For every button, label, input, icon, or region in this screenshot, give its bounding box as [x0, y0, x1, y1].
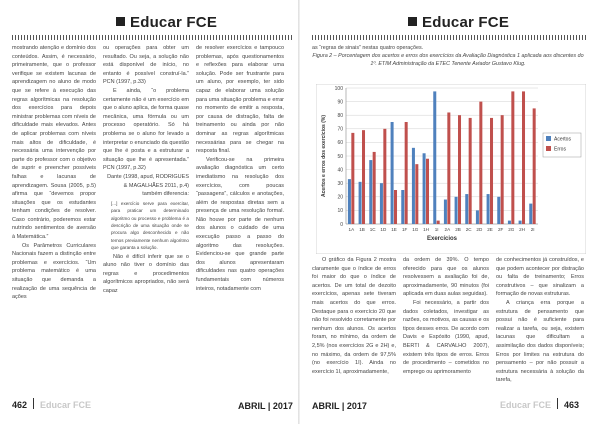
y-tick-label: 40 [337, 167, 343, 174]
y-tick-label: 100 [334, 85, 343, 92]
footer-magazine: Educar FCE [500, 400, 552, 410]
bar-erros [373, 152, 376, 224]
x-tick-label: 1B [359, 227, 365, 232]
paragraph: mostrando atenção e domínio dos conteúdos. Assim, é necessário, primeiramente, que o professor verifique se existem lacunas de aprendizagem no aluno de modo que se refere à execução das regras algorítmicas na resolução dos exercícios para depois ministrar problemas com níveis de dificuldade mais elevados. Antes de aplicar problemas com níveis mais altos de dificuldade, é necessária uma intervenção por parte do professor com o objetivo de suprir e preencher possíveis falhas e lacunas de aprendizagem. Sousa (2005, p.5) afirma que “devemos propor situações que os estudantes tenham condições de resolver. Caso contrário, poderemos estar nutrindo sentimentos de aversão à Matemática.” [12, 45, 96, 241]
bar-acertos [412, 148, 415, 224]
bar-acertos [497, 197, 500, 224]
figure-caption-block [312, 44, 584, 69]
paragraph: A criança erra porque a estrutura de pensamento que possui não é suficiente para realizar a tarefa, ou seja, existem lacunas que dificultam a assimilação dos dados disponíveis; Erros por limites na estrutura do pensamento – por não possuir a estrutura necessária à solução da tarefa, [496, 299, 584, 384]
paragraph: Foi necessário, a partir dos dados coletados, investigar as razões, os motivos, as causas e os tipos desses erros. De acordo com Davis e Espósito (1990, apud, BERTI & CARVALHO 2007), existem três tipos de erros. Erros de procedimento – cometidos no emprego ou aprimoramento [403, 299, 489, 375]
bar-erros [426, 159, 429, 224]
bar-erros [533, 108, 536, 224]
bar-erros [501, 115, 504, 224]
y-tick-label: 90 [337, 99, 343, 106]
y-tick-label: 70 [337, 126, 343, 133]
block-quote: [...] exercício serve para exercitar, para praticar um determinado algoritmo ou processo e problema é a descrição de uma situação onde se procura algo desconhecido e não temos previamente nenhum algoritmo que garanta a solução. [111, 200, 189, 251]
bar-acertos [529, 204, 532, 224]
bar-erros [415, 164, 418, 224]
bar-acertos [465, 194, 468, 224]
right-footer [500, 398, 579, 416]
header-rule [312, 35, 588, 40]
bar-acertos [391, 122, 394, 224]
bar-chart [316, 84, 586, 254]
bar-acertos [519, 221, 522, 224]
y-axis-label: Acertos e erros dos exercícios (%) [321, 115, 327, 197]
x-tick-label: 2E [487, 227, 493, 232]
bar-erros [511, 91, 514, 224]
header-square-icon [116, 17, 125, 26]
x-tick-label: 1G [412, 227, 419, 232]
paragraph: de conhecimentos já construídos, e que podem acontecer por distração ou falta de treinamento; Erros construtivos – que sinalizam a formação de novas estruturas. [496, 257, 584, 298]
bar-erros [479, 102, 482, 224]
intro-line: as “regras de sinais” nestas quatro operações. [312, 45, 424, 51]
bar-acertos [423, 153, 426, 224]
x-tick-label: 1D [380, 227, 387, 232]
left-col-1 [12, 44, 96, 394]
bar-acertos [444, 200, 447, 224]
y-tick-label: 60 [337, 140, 343, 147]
footer-month: ABRIL | 2017 [312, 401, 367, 411]
x-tick-label: 2D [476, 227, 483, 232]
y-tick-label: 0 [340, 221, 343, 228]
bar-acertos [508, 221, 511, 224]
bar-acertos [369, 160, 372, 224]
bar-acertos [455, 197, 458, 224]
left-footer [12, 398, 91, 416]
x-axis-label: Exercícios [426, 236, 458, 242]
left-col-2 [103, 44, 189, 394]
legend-label: Acertos [554, 136, 571, 143]
x-tick-label: 2H [519, 227, 525, 232]
bar-acertos [476, 210, 479, 224]
header-rule [12, 35, 292, 40]
footer-month: ABRIL | 2017 [238, 401, 293, 411]
bar-erros [383, 129, 386, 224]
y-tick-label: 30 [337, 181, 343, 187]
paragraph: E ainda, “o problema certamente não é um exercício em que o aluno aplica, de forma quase mecânica, uma fórmula ou um processo operatório. Só há problema se o aluno for levado a interpretar o enunciado da questão que lhe é posta e a estruturar a situação que lhe é apresentada.” PCN (1997, p.32) [103, 87, 189, 172]
bar-acertos [433, 91, 436, 224]
x-tick-label: 2B [455, 227, 461, 232]
y-tick-label: 20 [337, 194, 343, 201]
bar-erros [490, 118, 493, 224]
bar-erros [522, 91, 525, 224]
y-tick-label: 10 [337, 208, 343, 215]
page-number: 463 [564, 400, 580, 410]
header-square-icon [408, 17, 417, 26]
footer-magazine: Educar FCE [40, 400, 92, 410]
bar-erros [458, 115, 461, 224]
bar-acertos [380, 183, 383, 224]
x-tick-label: 2I [530, 227, 535, 232]
bar-acertos [401, 190, 404, 224]
bar-erros [362, 130, 365, 224]
x-tick-label: 1H [423, 227, 429, 232]
bar-erros [394, 190, 397, 224]
paragraph: O gráfico da Figura 2 mostra claramente que o índice de erros foi maior do que o índice de acertos. De um total de dezoito exercícios, apenas sete tiveram mais acertos do que erros. Destaque para o exercício 20 que não foi resolvido corretamente por nenhum dos alunos. Os acertos foram, no mínimo, da ordem de 2,5% (nos exercícios 2G e 2H) e, no máximo, da ordem de 97,5% (no exercício 1I). Ainda no exercício 1I, aproximadamente, [312, 257, 396, 375]
bar-erros [469, 118, 472, 224]
header-title: Educar FCE [422, 14, 510, 31]
paragraph: de resolver exercícios e tampouco problemas, após questionamentos e reflexões para elaborar uma solução. Pode ser frustrante para um aluno, por exemplo, ter sido capaz de elaborar uma solução para uma situação problema e errar no momento de emitir a resposta, por causa de distração, falta de treinamento ou ainda por não dominar as regras algorítmicas necessárias para se chegar na resposta final. [196, 45, 284, 155]
page-header [408, 14, 509, 31]
bar-erros [405, 122, 408, 224]
y-tick-label: 50 [337, 153, 343, 160]
right-col-3 [496, 256, 584, 390]
paragraph: Dante (1998, apud, RODRIGUES & MAGALHÃES 2011, p.4) também diferencia: [107, 173, 189, 198]
right-col-1 [312, 256, 396, 390]
header-title: Educar FCE [130, 14, 218, 31]
right-page [300, 0, 600, 424]
x-tick-label: 1I [434, 227, 439, 232]
legend-swatch [546, 146, 551, 151]
x-tick-label: 1E [391, 227, 397, 232]
right-col-2 [403, 256, 489, 390]
bar-erros [351, 133, 354, 224]
left-col-3 [196, 44, 284, 394]
x-tick-label: 1C [369, 227, 376, 232]
bar-erros [437, 221, 440, 224]
chart-frame [316, 84, 586, 254]
x-tick-label: 1A [348, 227, 355, 232]
figure-caption: Figura 2 – Porcentagem dos acertos e erros dos exercícios da Avaliação Diagnóstica 1 aplicada aos discentes do 1º. ETIM Administração da ETEC Tenente Aviador Gustavo Klug. [312, 53, 584, 68]
x-tick-label: 2C [465, 227, 472, 232]
legend-swatch [546, 136, 551, 141]
x-tick-label: 2A [444, 227, 451, 232]
y-tick-label: 80 [337, 113, 343, 119]
paragraph: ou operações para obter um resultado. Ou seja, a solução não está disponível de início, no entanto é possível construí-la.” PCN (1997, p.33) [103, 45, 189, 86]
x-tick-label: 2G [508, 227, 515, 232]
page-number: 462 [12, 400, 28, 410]
paragraph: Não é difícil inferir que se o aluno não tiver o domínio das regras e procedimentos algorítmicos apropriados, não será capaz [103, 253, 189, 294]
bar-acertos [359, 182, 362, 224]
paragraph: da ordem de 39%. O tempo oferecido para que os alunos resolvessem a avaliação foi de, aproximadamente, 90 minutos (foi aplicada em duas aulas seguidas). [403, 257, 489, 298]
paragraph: Verificou-se na primeira avaliação diagnóstica um certo imediatismo na resolução dos exercícios, com poucas “passagens”, cálculos e anotações, além de respostas diretas sem a presença de uma resolução formal. Não houve por parte de nenhum dos alunos o cuidado de uma execução passo a passo do algoritmo das resoluções. Evidenciou-se que grande parte dos alunos apresentaram dificuldades nas quatro operações fundamentais com números inteiros, notadamente com [196, 156, 284, 292]
paragraph: Os Parâmetros Curriculares Nacionais fazem a distinção entre problemas e exercícios. “Um problema matemático é uma situação que demanda a realização de uma sequência de ações [12, 242, 96, 301]
x-tick-label: 2F [497, 227, 504, 232]
legend-label: Erros [554, 146, 566, 153]
x-tick-label: 1F [401, 227, 408, 232]
page-header [116, 14, 217, 31]
bar-erros [447, 112, 450, 224]
bar-acertos [348, 179, 351, 224]
bar-acertos [487, 194, 490, 224]
chart-svg [316, 84, 586, 254]
